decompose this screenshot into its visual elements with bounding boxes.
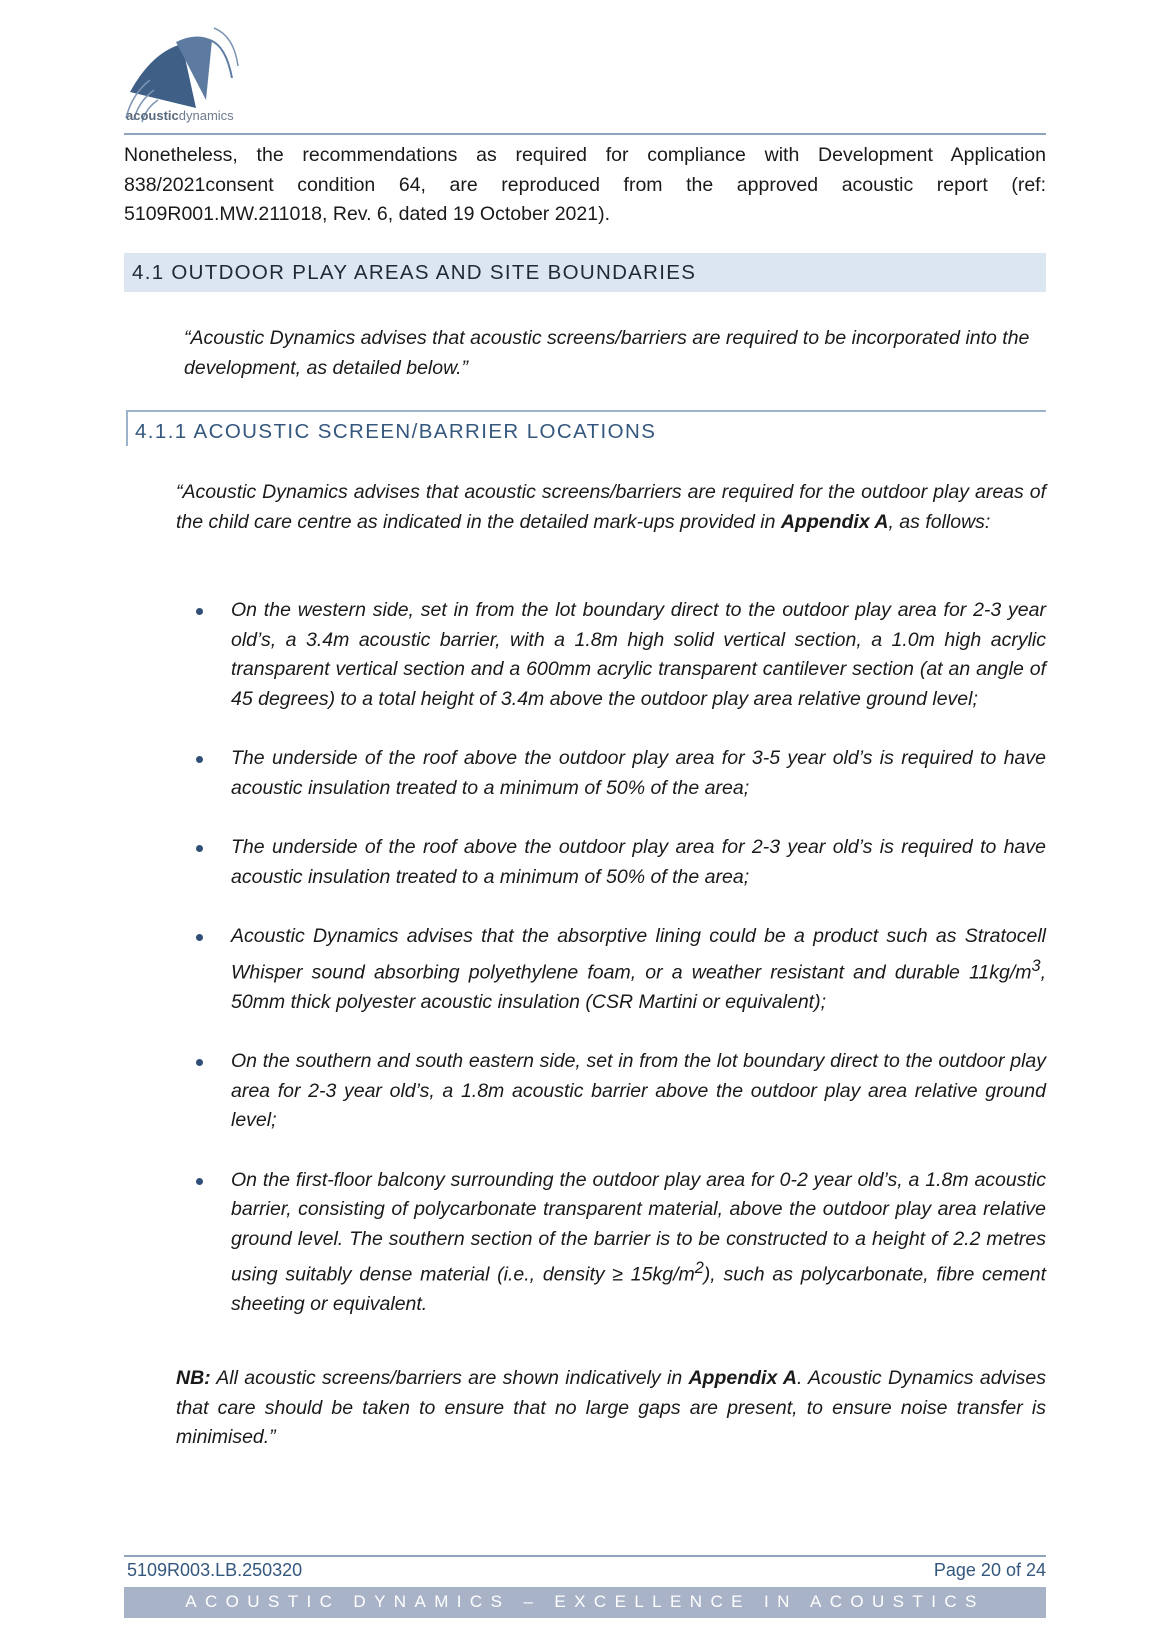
header-divider	[124, 133, 1046, 135]
section-4-1-heading: 4.1 OUTDOOR PLAY AREAS AND SITE BOUNDARIES	[132, 261, 697, 284]
section-4-1-1-heading: 4.1.1 ACOUSTIC SCREEN/BARRIER LOCATIONS	[135, 420, 657, 443]
list-item: On the western side, set in from the lot boundary direct to the outdoor play area for 2-3 year old’s, a 3.4m acoustic barrier, with a 1.8m high solid vertical section, a 1.0m high acrylic transparent vertical section and a 600mm acrylic transparent cantilever section (at an angle of 45 degrees) to a total height of 3.4m above the outdoor play area relative ground level;	[196, 596, 1046, 714]
section-4-1-quote: “Acoustic Dynamics advises that acoustic screens/barriers are required to be incorporated into the development, as detailed below.”	[184, 327, 1030, 379]
section-4-1-1-intro: “Acoustic Dynamics advises that acoustic screens/barriers are required for the outdoor play areas of the child care centre as indicated in the detailed mark-ups provided in Appendix A, as follows:	[176, 481, 1046, 533]
bullet-icon	[196, 756, 203, 763]
section-4-1-1-rule-side	[126, 410, 128, 446]
logo-wordmark: acousticdynamics	[126, 108, 234, 123]
bullet-icon	[196, 1178, 203, 1185]
barrier-requirements-list	[196, 596, 1046, 1350]
footer-divider	[124, 1555, 1046, 1557]
page-number: Page 20 of 24	[933, 1560, 1046, 1580]
list-item: Acoustic Dynamics advises that the absorptive lining could be a product such as Stratocell Whisper sound absorbing polyethylene foam, or a weather resistant and durable $11kg/m^3$, 50mm thick polyester acoustic insulation (CSR Martini or equivalent);	[196, 922, 1046, 1017]
list-item: On the southern and south eastern side, set in from the lot boundary direct to the outdoor play area for 2-3 year old’s, a 1.8m acoustic barrier above the outdoor play area relative ground level;	[196, 1047, 1046, 1136]
footer-tagline: ACOUSTIC DYNAMICS – EXCELLENCE IN ACOUSTICS	[185, 1592, 985, 1611]
bullet-icon	[196, 845, 203, 852]
list-item: On the first-floor balcony surrounding the outdoor play area for 0-2 year old’s, a 1.8m acoustic barrier, consisting of polycarbonate transparent material, above the outdoor play area relative ground level. The southern section of the barrier is to be constructed to a height of 2.2 metres using suitably dense material (i.e., density ≥ $15kg/m^2$), such as polycarbonate, fibre cement sheeting or equivalent.	[196, 1166, 1046, 1320]
section-4-1-1-rule	[126, 410, 1046, 412]
bullet-icon	[196, 1059, 203, 1066]
footer-tagline-band	[124, 1587, 1046, 1618]
bullet-icon	[196, 934, 203, 941]
document-reference: 5109R003.LB.250320	[127, 1560, 303, 1580]
list-item: The underside of the roof above the outdoor play area for 2-3 year old’s is required to have acoustic insulation treated to a minimum of 50% of the area;	[196, 833, 1046, 892]
section-4-1-heading-band	[124, 253, 1046, 292]
nb-note: NB: All acoustic screens/barriers are shown indicatively in Appendix A. Acoustic Dynamics advises that care should be taken to ensure that no large gaps are present, to ensure noise transfer is minimised.”	[176, 1367, 1046, 1448]
list-item: The underside of the roof above the outdoor play area for 3-5 year old’s is required to have acoustic insulation treated to a minimum of 50% of the area;	[196, 744, 1046, 803]
bullet-icon	[196, 608, 203, 615]
intro-paragraph: Nonetheless, the recommendations as required for compliance with Development Application 838/2021consent condition 64, are reproduced from the approved acoustic report (ref: 5109R001.MW.211018, Rev. 6, dated 19 October 2021).	[124, 144, 1046, 225]
